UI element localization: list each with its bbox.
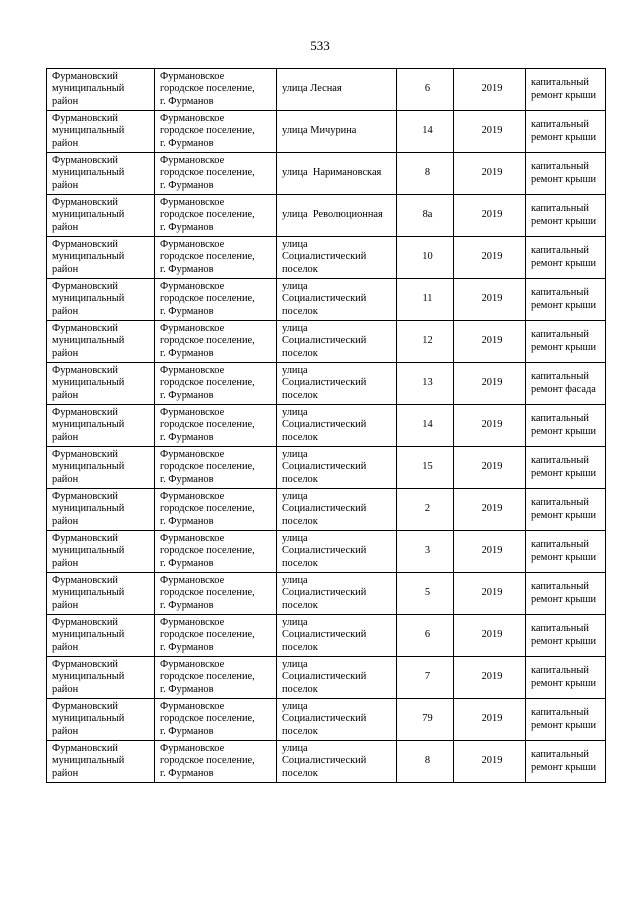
settlement-cell-text: Фурмановское городское поселение, г. Фурманов [160,154,255,191]
house-number-cell-text: 3 [424,545,431,557]
street-cell-text: улица Социалистический поселок [282,448,367,485]
street-cell [277,363,397,405]
street-cell [277,699,397,741]
street-cell [277,111,397,153]
year-cell-text: 2019 [481,587,503,599]
street-cell-text: улица Революционная [282,209,383,221]
year-cell-text: 2019 [481,755,503,767]
work-type-cell [526,153,606,195]
work-type-cell [526,447,606,489]
house-number-cell-text: 12 [422,335,433,347]
work-type-cell-text: капитальный ремонт крыши [531,455,597,479]
settlement-cell-text: Фурмановское городское поселение, г. Фурманов [160,658,255,695]
table-row [47,153,606,195]
settlement-cell [155,573,277,615]
settlement-cell [155,447,277,489]
house-number-cell [397,69,454,111]
house-number-cell [397,153,454,195]
year-cell [454,69,526,111]
table-row [47,279,606,321]
district-cell [47,111,155,153]
work-type-cell [526,741,606,783]
house-number-cell-text: 8а [422,209,433,221]
house-number-cell [397,699,454,741]
street-cell-text: улица Социалистический поселок [282,616,367,653]
house-number-cell [397,657,454,699]
table-row [47,573,606,615]
table-row [47,69,606,111]
street-cell [277,657,397,699]
settlement-cell [155,321,277,363]
district-cell-text: Фурмановский муниципальный район [52,70,125,107]
year-cell [454,741,526,783]
work-type-cell [526,69,606,111]
settlement-cell [155,111,277,153]
year-cell-text: 2019 [481,125,503,137]
district-cell [47,531,155,573]
work-type-cell-text: капитальный ремонт фасада [531,371,596,395]
year-cell-text: 2019 [481,209,503,221]
settlement-cell [155,657,277,699]
house-number-cell-text: 2 [424,503,431,515]
settlement-cell-text: Фурмановское городское поселение, г. Фурманов [160,196,255,233]
street-cell-text: улица Социалистический поселок [282,742,367,779]
work-type-cell [526,279,606,321]
settlement-cell [155,699,277,741]
year-cell [454,657,526,699]
street-cell-text: улица Лесная [282,83,342,95]
table-row [47,237,606,279]
street-cell-text: улица Социалистический поселок [282,364,367,401]
year-cell-text: 2019 [481,167,503,179]
year-cell-text: 2019 [481,671,503,683]
house-number-cell [397,195,454,237]
house-number-cell-text: 8 [424,167,431,179]
district-cell [47,69,155,111]
house-number-cell [397,741,454,783]
year-cell [454,573,526,615]
house-number-cell-text: 6 [424,629,431,641]
house-number-cell-text: 79 [422,713,433,725]
house-number-cell-text: 6 [424,83,431,95]
house-number-cell-text: 7 [424,671,431,683]
settlement-cell-text: Фурмановское городское поселение, г. Фурманов [160,490,255,527]
table-row [47,321,606,363]
house-number-cell-text: 8 [424,755,431,767]
settlement-cell-text: Фурмановское городское поселение, г. Фурманов [160,616,255,653]
table-row [47,489,606,531]
street-cell [277,489,397,531]
district-cell [47,279,155,321]
house-number-cell [397,237,454,279]
year-cell [454,153,526,195]
year-cell [454,447,526,489]
district-cell [47,363,155,405]
settlement-cell [155,237,277,279]
house-number-cell [397,321,454,363]
table-row [47,531,606,573]
work-type-cell-text: капитальный ремонт крыши [531,413,597,437]
table-row [47,195,606,237]
work-type-cell-text: капитальный ремонт крыши [531,329,597,353]
settlement-cell-text: Фурмановское городское поселение, г. Фурманов [160,532,255,569]
work-type-cell [526,657,606,699]
year-cell [454,615,526,657]
settlement-cell [155,741,277,783]
district-cell-text: Фурмановский муниципальный район [52,448,125,485]
year-cell-text: 2019 [481,461,503,473]
work-type-cell-text: капитальный ремонт крыши [531,623,597,647]
table-row [47,447,606,489]
district-cell [47,405,155,447]
district-cell-text: Фурмановский муниципальный район [52,490,125,527]
house-number-cell-text: 11 [422,293,433,305]
district-cell-text: Фурмановский муниципальный район [52,574,125,611]
work-type-cell [526,405,606,447]
year-cell-text: 2019 [481,293,503,305]
street-cell [277,321,397,363]
work-type-cell-text: капитальный ремонт крыши [531,497,597,521]
work-type-cell [526,615,606,657]
house-number-cell [397,111,454,153]
district-cell [47,489,155,531]
year-cell-text: 2019 [481,419,503,431]
work-type-cell [526,489,606,531]
settlement-cell-text: Фурмановское городское поселение, г. Фурманов [160,406,255,443]
street-cell [277,531,397,573]
settlement-cell-text: Фурмановское городское поселение, г. Фурманов [160,280,255,317]
year-cell [454,363,526,405]
district-cell-text: Фурмановский муниципальный район [52,616,125,653]
district-cell [47,237,155,279]
work-type-cell-text: капитальный ремонт крыши [531,707,597,731]
district-cell-text: Фурмановский муниципальный район [52,364,125,401]
settlement-cell [155,69,277,111]
district-cell-text: Фурмановский муниципальный район [52,280,125,317]
house-number-cell [397,405,454,447]
table-row [47,741,606,783]
work-type-cell-text: капитальный ремонт крыши [531,749,597,773]
district-cell-text: Фурмановский муниципальный район [52,532,125,569]
work-type-cell-text: капитальный ремонт крыши [531,539,597,563]
year-cell-text: 2019 [481,251,503,263]
district-cell [47,195,155,237]
year-cell [454,321,526,363]
district-cell-text: Фурмановский муниципальный район [52,322,125,359]
street-cell-text: улица Социалистический поселок [282,658,367,695]
settlement-cell [155,195,277,237]
house-number-cell [397,531,454,573]
page-number: 533 [310,38,330,53]
settlement-cell-text: Фурмановское городское поселение, г. Фурманов [160,112,255,149]
work-type-cell-text: капитальный ремонт крыши [531,245,597,269]
work-type-cell-text: капитальный ремонт крыши [531,287,597,311]
work-type-cell [526,321,606,363]
district-cell-text: Фурмановский муниципальный район [52,406,125,443]
street-cell [277,741,397,783]
year-cell-text: 2019 [481,335,503,347]
district-cell [47,657,155,699]
street-cell-text: улица Социалистический поселок [282,280,367,317]
year-cell-text: 2019 [481,377,503,389]
district-cell-text: Фурмановский муниципальный район [52,154,125,191]
house-number-cell [397,279,454,321]
district-cell-text: Фурмановский муниципальный район [52,238,125,275]
work-type-cell-text: капитальный ремонт крыши [531,77,597,101]
district-cell [47,741,155,783]
district-cell-text: Фурмановский муниципальный район [52,196,125,233]
work-type-cell-text: капитальный ремонт крыши [531,581,597,605]
street-cell-text: улица Социалистический поселок [282,532,367,569]
work-type-cell [526,573,606,615]
year-cell [454,279,526,321]
street-cell [277,237,397,279]
house-number-cell-text: 14 [422,419,433,431]
year-cell [454,489,526,531]
table-row [47,363,606,405]
street-cell-text: улица Социалистический поселок [282,700,367,737]
year-cell-text: 2019 [481,629,503,641]
work-type-cell [526,111,606,153]
street-cell [277,69,397,111]
house-number-cell-text: 5 [424,587,431,599]
year-cell-text: 2019 [481,545,503,557]
work-type-cell-text: капитальный ремонт крыши [531,161,597,185]
table-row [47,657,606,699]
street-cell [277,447,397,489]
house-number-cell [397,447,454,489]
settlement-cell [155,615,277,657]
house-number-cell-text: 14 [422,125,433,137]
street-cell [277,405,397,447]
street-cell-text: улица Социалистический поселок [282,490,367,527]
street-cell-text: улица Социалистический поселок [282,406,367,443]
table-row [47,405,606,447]
settlement-cell [155,489,277,531]
street-cell [277,615,397,657]
settlement-cell-text: Фурмановское городское поселение, г. Фурманов [160,70,255,107]
year-cell [454,111,526,153]
district-cell [47,447,155,489]
district-cell-text: Фурмановский муниципальный район [52,112,125,149]
house-number-cell-text: 13 [422,377,433,389]
settlement-cell [155,363,277,405]
work-type-cell [526,237,606,279]
street-cell [277,153,397,195]
settlement-cell-text: Фурмановское городское поселение, г. Фурманов [160,574,255,611]
table-row [47,615,606,657]
housing-repair-table [46,68,606,783]
work-type-cell-text: капитальный ремонт крыши [531,119,597,143]
house-number-cell [397,615,454,657]
settlement-cell [155,153,277,195]
year-cell [454,531,526,573]
year-cell [454,237,526,279]
settlement-cell-text: Фурмановское городское поселение, г. Фурманов [160,448,255,485]
settlement-cell-text: Фурмановское городское поселение, г. Фурманов [160,742,255,779]
year-cell [454,195,526,237]
district-cell-text: Фурмановский муниципальный район [52,700,125,737]
year-cell-text: 2019 [481,713,503,725]
street-cell [277,573,397,615]
work-type-cell-text: капитальный ремонт крыши [531,203,597,227]
street-cell-text: улица Наримановская [282,167,382,179]
house-number-cell [397,573,454,615]
district-cell [47,573,155,615]
settlement-cell-text: Фурмановское городское поселение, г. Фурманов [160,700,255,737]
settlement-cell [155,531,277,573]
district-cell [47,615,155,657]
year-cell [454,699,526,741]
year-cell-text: 2019 [481,503,503,515]
district-cell [47,699,155,741]
district-cell-text: Фурмановский муниципальный район [52,658,125,695]
year-cell-text: 2019 [481,83,503,95]
table-row [47,699,606,741]
district-cell [47,153,155,195]
table-body [47,69,606,783]
house-number-cell-text: 10 [422,251,433,263]
settlement-cell-text: Фурмановское городское поселение, г. Фурманов [160,364,255,401]
house-number-cell [397,363,454,405]
street-cell-text: улица Социалистический поселок [282,238,367,275]
work-type-cell [526,363,606,405]
work-type-cell-text: капитальный ремонт крыши [531,665,597,689]
street-cell-text: улица Мичурина [282,125,357,137]
house-number-cell-text: 15 [422,461,433,473]
street-cell [277,195,397,237]
street-cell [277,279,397,321]
street-cell-text: улица Социалистический поселок [282,322,367,359]
street-cell-text: улица Социалистический поселок [282,574,367,611]
house-number-cell [397,489,454,531]
work-type-cell [526,195,606,237]
work-type-cell [526,699,606,741]
settlement-cell [155,279,277,321]
year-cell [454,405,526,447]
settlement-cell-text: Фурмановское городское поселение, г. Фурманов [160,322,255,359]
table-row [47,111,606,153]
settlement-cell-text: Фурмановское городское поселение, г. Фурманов [160,238,255,275]
district-cell [47,321,155,363]
work-type-cell [526,531,606,573]
district-cell-text: Фурмановский муниципальный район [52,742,125,779]
settlement-cell [155,405,277,447]
